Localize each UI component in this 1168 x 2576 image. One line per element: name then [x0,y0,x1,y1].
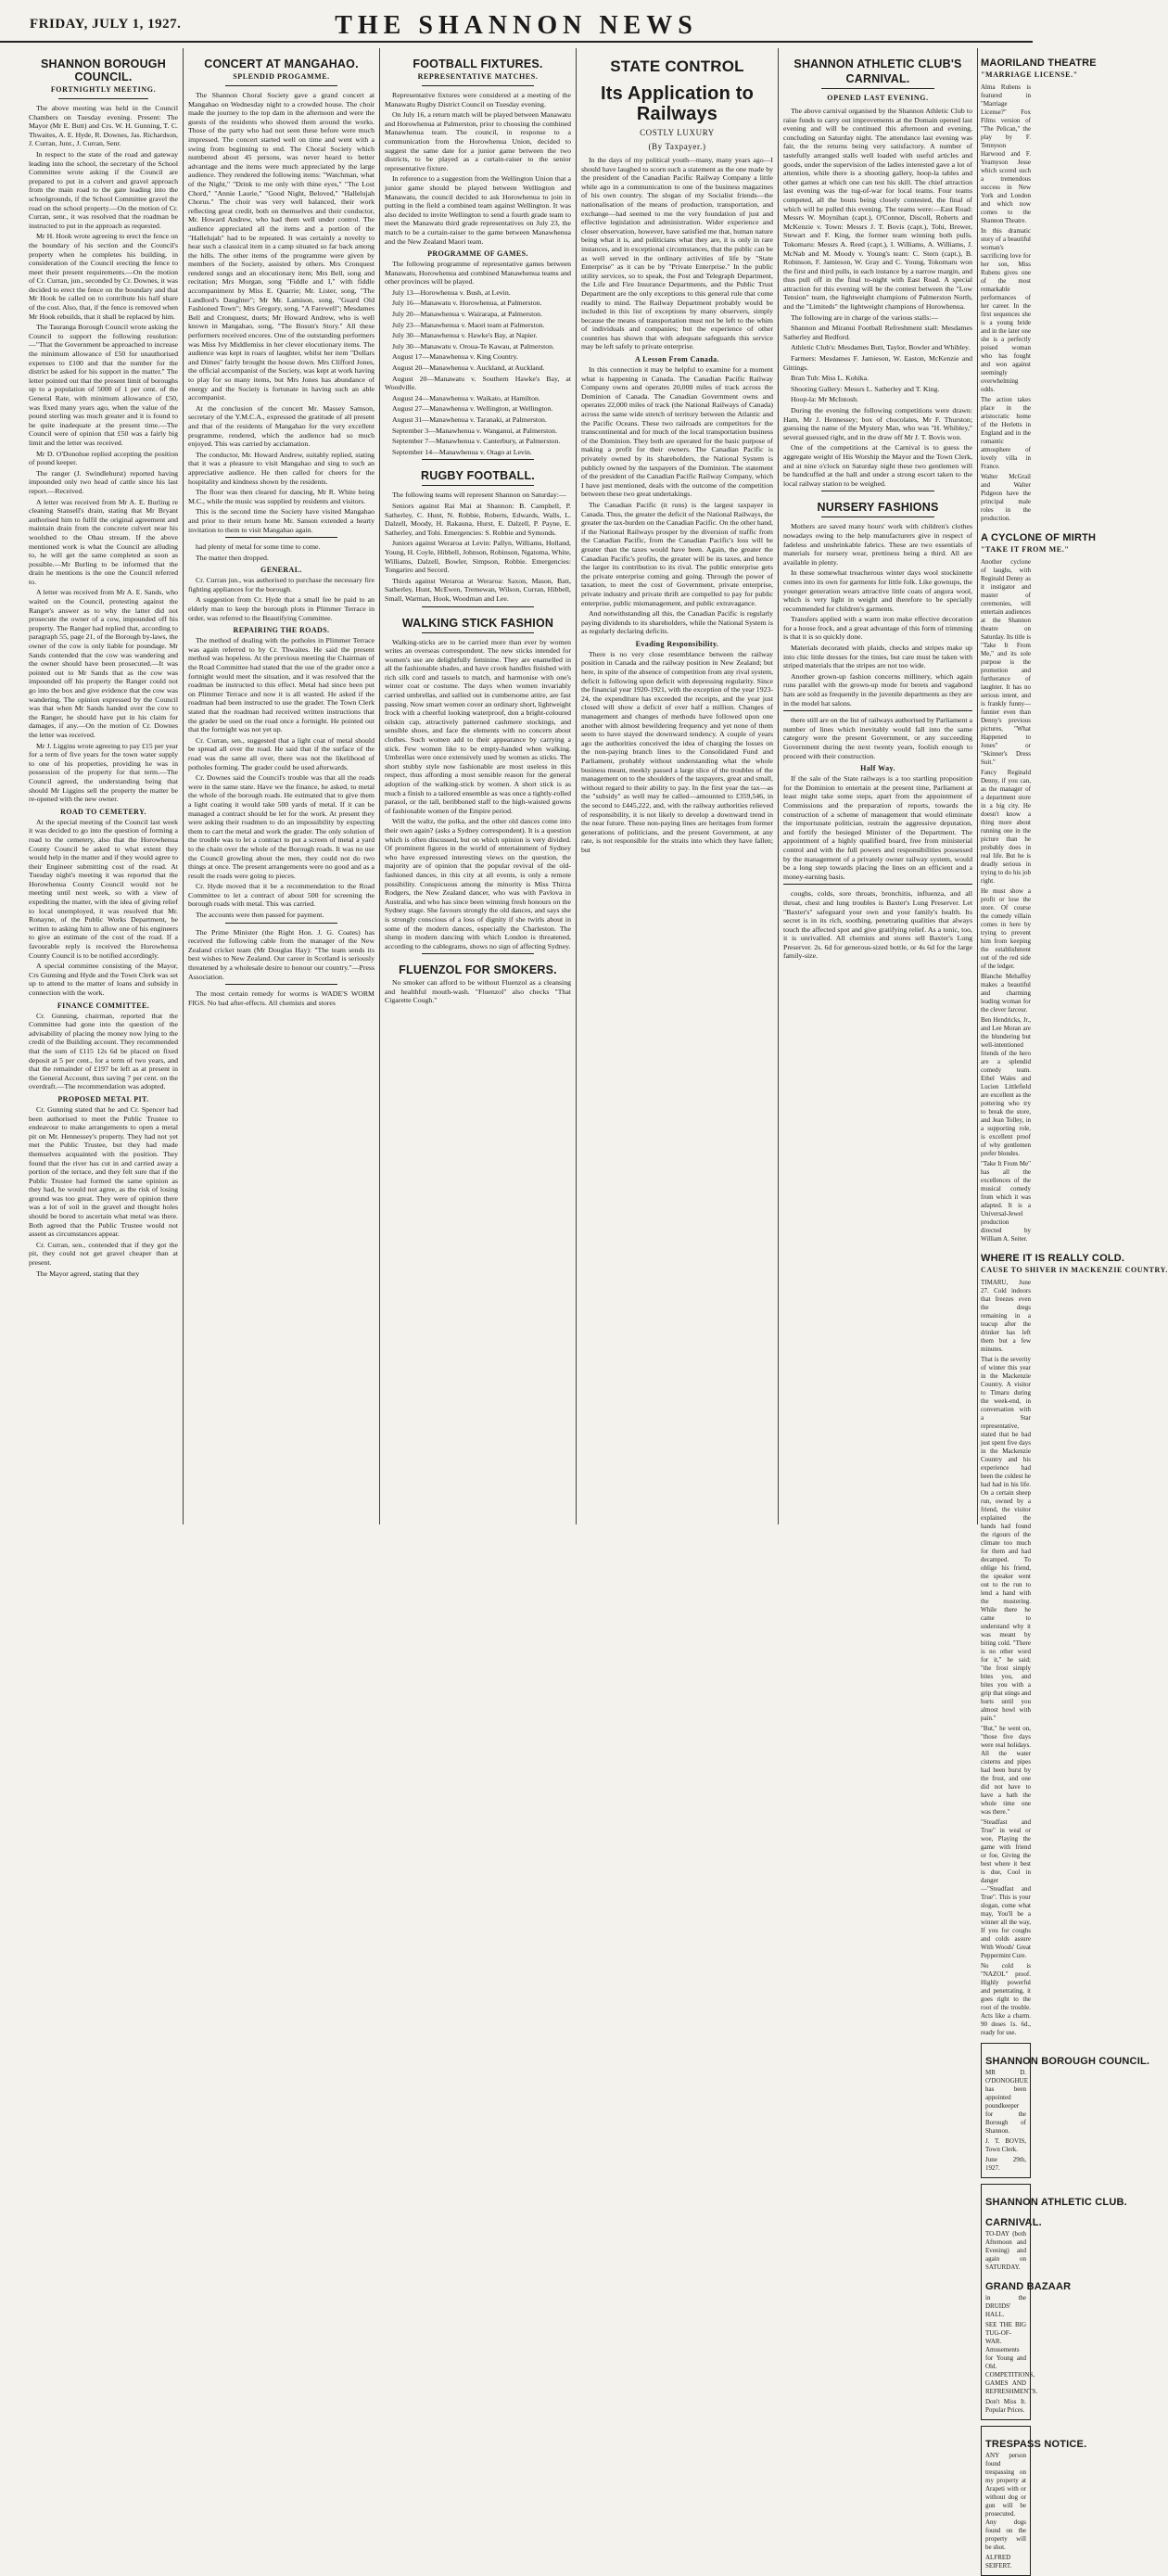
paragraph: Fancy Reginald Denny, if you can, as the manager of a department store in a big city. He doesn't know a thing more about running one in the picture than he probably does in real life. But he is deadly serious in trying to do his job right. [981,769,1031,885]
divider [58,98,148,99]
divider [422,485,534,486]
divider [422,85,534,86]
paragraph: Transfers applied with a warm iron make effective decoration for a house frock, and a great advantage of this form of trimming is that it is so quickly done. [783,615,972,642]
paragraph: No cold is "NAZOL" proof. Highly powerful and penetrating, it goes right to the root of the trouble. Acts like a charm. 90 doses 1s. 6d., ready for use. [981,1962,1031,2036]
article-heading: CONCERT AT MANGAHAO. [204,57,359,70]
notice-text: MR D. O'DONOGHUE has been appointed poundkeeper for the Borough of Shannon. [985,2069,1028,2135]
notice-trespass [981,2426,1087,2576]
notice-signature: ALFRED SEIFERT. [985,2554,1012,2570]
paragraph: The matter then dropped. [196,553,269,562]
paragraph: And notwithstanding all this, the Canadian Pacific is regularly paying dividends to its shareholders, while the National System is as regularly declaring deficits. [581,609,773,636]
paragraph: coughs, colds, sore throats, bronchitis, influenza, and all throat, chest and lung troubles is Baxter's Lung Preserver. Let "Baxter's" safeguard your own and your family's health. Its secret is in its rich, soothing, penetrating qualities that always touch the affected spot and give gratifying relief. As a tonic, too, it is unrivalled. All chemists and stores sell Baxter's Lung Preserver. 2s. 6d for generous-sized bottle, or 4s 6d for the large family-size. [783,889,972,961]
paragraph: Walking-sticks are to be carried more than ever by women writes an overseas correspondent. The new sticks intended for women's use are delightfully feminine. They are enamelled in all the fashionable shades, and have crook handles finished with rich silk cord and tassels to match, and harmonise with one's winter coat or costume. The days when women invariably carried umbrellas, and sallied out in cumbersome attire, are fast passing. Now smart women cover an ordinary short, lightweight frock with a cheerful looking waterproof, don a bright-coloured oilskin cap, attractively patterned cashmere stockings, and sensible shoes, and face the elements with no concern about clothes. Such women add to their appearance by carrying a stick. Few women like to be empty-handed when walking. Umbrellas were once extensively used by women as sticks. The short stubby style now fashionable are most useless in this respect, thus affording a most sensible reason for the general adoption of the walking-stick by women. A short stick is as much a finish to a tailored ensemble as was once a tightly-rolled parasol, or the tall, beribboned staff to the high-waisted gowns of fashionable women of the Empire period. [385,637,571,815]
issue-date: FRIDAY, JULY 1, 1927. [30,17,182,32]
paragraph: July 30—Manawatu v. Oroua-Te Kawau, at Palmerston. [392,341,554,351]
paragraph: A letter was received from Mr A. E. Sands, who waited on the Council, protesting against the Ranger's answer as to why the latter did not prosecute the owner of a cow, impounded off his property. The Ranger had replied that, according to paragraph 55, page 21, of the Borough by-laws, the owner of the cow is only liable for poundage. Mr Sands contended that the cow was wandering and the owner should have been prosecuted.—It was pointed out to Mr Sands that as the cow was impounded off his property the Ranger could not go into the box and give evidence that the cow was wandering. The opinion expressed by the Council was that when Mr Sands handed over the cow to the Ranger, he should have put in his claim for damages, if any.—On the motion of Cr. Downes the letter was received. [29,588,178,739]
article-heading: NURSERY FASHIONS [817,501,939,515]
section-heading: Half Way. [860,764,895,773]
paragraph: Walter McGrail and Walter Pidgeon have the principal male roles in the production. [981,473,1031,522]
paragraph: August 31—Manawhenua v. Taranaki, at Palmerston. [392,415,547,424]
article-subheading: OPENED LAST EVENING. [827,94,929,102]
column-3 [380,48,577,1524]
paragraph: September 3—Manawhenua v. Wanganui, at Palmerston. [392,426,558,435]
notice-text: ANY person found trespassing on my property at Arapeti with or without dog or gun will be prosecuted. Any dogs found on the property will be shot. [985,2452,1026,2551]
paragraph: July 20—Manawhenua v. Wairarapa, at Palmerston. [392,310,542,319]
paragraph: Cr. Gunning, chairman, reported that the Committee had gone into the question of the advisability of placing the money now lying to the credit of the Building account. They recommended that the sum of £115 12s 6d be placed on fixed deposit at 5 per cent., for a term of two years, and that the remainder of £197 be left as at present in the General Account, thus saving 7 per cent. on the overdraft.—The recommendation was adopted. [29,1011,178,1091]
paragraph: The following are in charge of the various stalls:— [791,312,939,322]
article-body [385,260,571,456]
article-body [29,104,178,804]
article-body [581,650,773,855]
paragraph: The Shannon Choral Society gave a grand concert at Mangahao on Wednesday night to a crowded house. The choir made the journey to the top dam in the afternoon and were the guests of the residents who showed them around the works. Those of the party who had not seen these before were much impressed. The concert started well on time and went with a swing from beginning to end. The Choral Society which numbered about 45 persons, was never heard to better advantage and the items were much appreciated by the large audience. They rendered the following items: "Watchman, what of the Night," "Drink to me only with thine eyes," "The Lost Chord," "Annie Laurie," "Good Night, Beloved," "Hallelujah Chorus." The choir was very well balanced, their work reflecting great credit, both on themselves and their conductor, Mr. Howard Andrew, who had them well under control. The audience appreciated all the items and a portion of the "Hallelujah" had to be repeated. It was certainly a novelty to hear such a classical item in a camp situated so far back among the hills. The other items of the programme were given by members of the Society, assisted by others. Mrs Cronquest rendered songs and an elocutionary item; Mrs Bell, song and recitation; Mrs Morgan, song "Fiddle and I," with fiddle accompaniment by Miss E. Quarrie; Mr. Lister, song, "The Landlord's Daughter"; Mr Mr. Lamison, song, "Guard Old Fashioned Town"; Mrs Gregory, song, "A Farewell"; Mesdames Bell and Cronquest, duets; Mr Howard Andrew, who is well known in Mangahao, song, "The Bosun's Story." All these performers received encores. One of the outstanding performers was Miss Ivy Middlemiss in her clever elocutionary items. The audience was kept in roars of laughter, whilst her item "Dollars and Dimes" fairly brought the house down. Mrs Clifford Jones, the official accompanist of the Society, was kept at work having to play for so many items, but Mrs Jones has abundance of energy and the Society is fortunate in having such an able accompanist. [188,91,375,402]
notice-heading: SHANNON BOROUGH COUNCIL. [985,2056,1150,2067]
article-heading: RUGBY FOOTBALL. [421,469,535,483]
notice-details: SEE THE BIG TUG-OF-WAR. Amusements for Young and Old. COMPETITIONS, GAMES AND REFRESHMENTS. [985,2321,1038,2395]
article-body [385,91,571,246]
article-heading: SHANNON BOROUGH COUNCIL. [41,57,166,83]
divider [422,953,534,954]
paragraph: Bran Tub: Miss L. Kohika. [791,374,870,383]
divider [225,923,337,924]
article-body [385,638,571,951]
paragraph: July 13—Horowhenua v. Bush, at Levin. [392,287,511,297]
paragraph: "But," he went on, "those five days were real holidays. All the water cisterns and pipes had been burst by the frost, and one did not have to have a bath the whole time one was there." [981,1725,1031,1816]
paragraph: In this connection it may be helpful to examine for a moment what is happening in Canada. The Canadian Pacific Railway Company owns and operates 20,000 miles of track across the Dominion of Canada. The Canadian Government owns and operates 22,000 miles of track (the National Railways of Canada) across the same wide stretch of territory between the Atlantic and the Pacific Oceans. These two railroads are competitors for the transcontinental and for much of the local transportation business of the Dominion. They both are operated for the basic purpose of making a profit for their owners. The Canadian Pacific is privately owned by its shareholders, the National System is publicly owned by the taxpayers of the Dominion. The statement of the president of the Canadian Pacific Railway Company, which I have just mentioned, deals with the outcome of the competition between these two great undertakings. [581,365,773,499]
paragraph: The conductor, Mr. Howard Andrew, suitably replied, stating that it was a pleasure to visit Mangahao and sing to such an appreciative audience. He then called for cheers for the hospitality and kindness shown by the residents. [188,450,375,486]
notice-heading: SHANNON ATHLETIC CLUB. [985,2197,1127,2208]
paragraph: Cr. Curran, sen., contended that if they got the pit, they could not get gravel cheaper than at present. [29,1240,178,1268]
paragraph: August 20—Manawatu v. Southern Hawke's Bay, at Woodville. [385,374,571,392]
paragraph: There is no very close resemblance between the railway position in Canada and the railway position in New Zealand; but here, in spite of the absence of competition from any rival system, deficit is following upon deficit with depressing regularity. Since the financial year 1920-1921, with the exception of the year 1923-24, the expenditure has exceeded the receipts, and the year just closed will show a deficit of over half a million. Changes of management and changes of methods have followed upon one another with almost bewildering frequency and yet none of them seem to have stayed the downward tendency. A couple of years ago the authorities conceived the idea of charging the losses on the non-paying branch lines to the Consolidated Fund and Parliament, probably without understanding what the whole business meant, meekly passed a large slice of the troubles of the management on to the shoulders of the taxpayers, great and small, without regard to their ability to pay. In the first year the tax—as the "subsidy" as well may be called—amounted to £359,546, in the second to £445,222, and, with the railway authorities relieved of responsibility, it is not likely to develop a downward trend in the near future. These non-paying lines are heritages from former generations of politicians, and the present Government, at any rate, is not responsible for the straits into which they have fallen; but [581,649,773,854]
paragraph: TIMARU, June 27. Cold indoors that freezes even the dregs remaining in a teacup after the drinker has left them but a few minutes. [981,1279,1031,1353]
paragraph: The action takes place in the aristocratic home of the Herletts in England and in the romantic atmosphere of lovely villa in France. [981,396,1031,470]
paragraph: Thirds against Weraroa at Weraroa: Saxon, Mason, Batt, Satherley, Hunt, McEwen, Tremewan, Wilson, Curran, Hibbell, Small, Warman, Hook, Woodman and Lee. [385,576,571,603]
divider [783,884,972,885]
paragraph: The following teams will represent Shannon on Saturday:— [392,491,566,500]
article-body [29,818,178,998]
divider [821,88,934,89]
paragraph: In these somewhat treacherous winter days wool stockinette comes into its own for garments for little folk. Like gownups, the younger generation wears attractive little coats of angora wool, which is very light in weight and therefore to be specially recommended for children's garments. [783,568,972,613]
article-subheading: REPRESENTATIVE MATCHES. [417,72,539,81]
article-heading: MAORILAND THEATRE [981,57,1097,69]
article-body [29,1012,178,1091]
article-body [188,91,375,534]
paragraph: Seniors against Rai Mai at Shannon: B. Campbell, P. Satherley, C. Hunt, N. Robbie, Roberts, Edwards, Walls, L. Dalzell, Moody, H. Rakauna, Hurst, E. Dalzell, P. Payne, E. Satherley, and Tohi. Emergencies: S. Robbie and Symonds. [385,501,571,537]
article-body [783,107,972,488]
paragraph: He must show a profit or lose the store. Of course the comedy villain comes in here by trying to prevent him from keeping the establishment out of the red side of the ledger. [981,887,1031,970]
column-5 [779,48,978,1524]
article-byline: (By Taxpayer.) [648,142,706,151]
paragraph: there still are on the list of railways authorised by Parliament a number of lines which inevitably would fall into the same category were the present Government, or any succeeding Government during the next twenty years, foolish enough to proceed with their construction. [783,716,972,760]
article-body [29,1105,178,1278]
paragraph: In the days of my political youth—many, many years ago—I should have laughed to scorn such a statement as the one made by the president of the Canadian Pacific Railway Company a little while ago in a communication to one of the business magazines of his own country. The slogan of my Socialist friends—the nationalisation of the means of production, transportation, and exchange—had seemed to me the very foundation of just and effective legislation and administration. Wider experience and closer observation, however, have satisfied me that, human nature being what it is, and politicians what they are, it is only in rare instances, and in exceptional circumstances, that the public can be as well served in the ordinary activities of life by "State Enterprise" as it can be by "Private Enterprise." In the public utility services, so to speak, the Post and Telegraph Department, the Life and Fire Insurance Departments, and the Public Trust Department are the only exceptions to this general rule that come readily to mind. The Railway Department probably would be included in this list of exceptions by many observers, simply because the means of transportation must not be left to the whim of individuals and companies; but the experience of other countries has shown that with adequate safeguards this service may be left safely to private enterprise. [581,156,773,351]
article-subheading: "MARRIAGE LICENSE." [981,70,1078,79]
paragraph: had plenty of metal for some time to come. [196,542,321,552]
notice-date: June 29th, 1927. [985,2156,1026,2172]
paragraph: One of the competitions at the Carnival is to guess the aggregate weight of His Worship the Mayor and the Town Clerk, and at nine o'clock on Saturday night these two gentlemen will be handcuffed at the hall and under a strong escort taken to the local railway station to be weighed. [783,443,972,488]
paragraph: The most certain remedy for worms is WADE'S WORM FIGS. No bad after-effects. All chemists and stores [188,989,375,1007]
section-heading: GENERAL. [260,566,302,575]
paragraph: At the conclusion of the concert Mr. Massey Samson, secretary of the Y.M.C.A., expressed the gratitude of all present and that of the residents of Mangahao for the very excellent programme, rendered, which the audience had so much enjoyed. This was carried by acclamation. [188,403,375,449]
paragraph: In reference to a suggestion from the Wellington Union that a junior game should be played between Wellington and Manawatu, the council decided to ask Horowhenua to join in putting in the field a combined team against Wellington. It was also decided to invite Wellington to send a fourth grade team to meet the Manawatu third grade representatives on July 23, the match to be a curtain-raiser to the game between Manawhenua and the New Zealand Maori team. [385,174,571,246]
notice-signature: J. T. BOVIS, Town Clerk. [985,2137,1026,2153]
article-subheading: COSTLY LUXURY [640,128,715,137]
paragraph: July 30—Manawhenua v. Hawke's Bay, at Napier. [392,331,538,340]
paragraph: August 20—Manawhenua v. Auckland, at Auckland. [392,363,545,373]
paragraph: A suggestion from Cr. Hyde that a small fee be paid to an elderly man to keep the borough plots in Plimmer Terrace in order, was referred to the Beautifying Committee. [188,595,375,622]
paragraph: The above carnival organised by the Shannon Athletic Club to raise funds to carry out improvements at the Domain opened last evening and will be continued this afternoon and evening, concluding on Saturday night. The attendance last evening was fair, the the returns being very satisfactory. A number of tastefully arranged stalls well loaded with useful articles and goods, under the supervision of the ladies interested gave a lot of attention, while there is a shooting gallery, hoop-la tables and other games at which one can test his skill. The chief attraction last evening was the tug-of-war for local teams. Four teams competed, all the bouts being closely contested, the final of which will be pulled this evening. The teams were:—East Road: Messrs W. Moynihan (capt.), O'Connor, Discoll, Roberts and McKenzie v. Town: Messrs J. T. Bovis (capt.), Tohi, Brewer, Stewart and F. King, the former team winning both pulls. Tokomaru: Messrs A. Reed (capt.), I. Williams, A. Williams, J. McNab and M. Moody v. Young's team: C. Stern (capt.), B. Robinson, F. Jamieson, W. Gray and C. Young, Tokomaru won the first and third pulls, in each instance by a narrow margin, and thus pull off in the final to-night with East Road. A special attraction for this evening will be the contest between the "Low Tension" team, the lightweight champions of Palmerston North, and the "Limiteds" the lightweight champions of Horowhenua. [783,107,972,312]
notice-venue: in the DRUIDS' HALL. [985,2294,1026,2318]
paragraph: Mr J. Liggins wrote agreeing to pay £15 per year for a term of five years for the town water supply to one of his properties, providing he was in possession of the property for that term.—The Council agreed, the understanding being that should Mr Liggins sell the property the matter be re-opened with the new owner. [29,741,178,804]
paragraph: Cr. Downes said the Council's trouble was that all the roads were in the same state. Have we the finance, he asked, to metal the whole of the borough roads. He estimated that to give them a light coating it would take 500 yards of metal. If it can be managed a contract should be let for the work. At present they were asking their roadmen to do an impossibility by expecting them to cart the metal and work the grader. The only solution of the trouble was to let a contract to put a screen of metal a yard to the chain over the whole of the Borough roads. It was no use the Council growling about the men, they could not do two things at once. The present arrangements were no good and as a result the roads were going to pieces. [188,773,375,880]
paragraph: Ben Hendricks, Jr., and Lee Moran are the blundering but well-intentioned friends of the hero are a splendid comedy team. Ethel Wales and Lucien Littlefield are excellent as the pottering who try to break the store, and Jean Tolley, in a supporting role, is excellent proof of why gentlemen prefer blondes. [981,1016,1031,1157]
paragraph: This is the second time the Society have visited Mangahao and prior to their return home Mr. Sanson extended a hearty invitation to them to visit Mangahao again. [188,507,375,534]
masthead [0,0,1033,43]
paragraph: The ranger (J. Swindlehurst) reported having impounded only two head of cattle since his last report.—Received. [29,468,178,495]
paragraph: Mr H. Hook wrote agreeing to erect the fence on the boundary of his section and the Council's property when he completes his building, in consideration of the Council erecting the fence to meet their present requirements.—On the motion of Cr. Curran, jun., seconded by Cr. Downes, it was decided to erect the fence on the boundary and that Mr Hook be called on to contribute his half share of the cost. Also, that, if the fence is removed when Mr Hook rebuilds, that it shall be replaced by him. [29,232,178,321]
column-2 [184,48,380,1524]
article-body [188,542,375,562]
notice-footer: Don't Miss It. Popular Prices. [985,2398,1026,2414]
paragraph: Cr. Curran, sen., suggested that a light coat of metal should be spread all over the road. He said that if the surface of the road was the same all over, there was not the likelihood of potholes forming. The grader could be used afterwards. [188,735,375,772]
divider [225,984,337,985]
article-heading: WHERE IT IS REALLY COLD. [981,1253,1125,1264]
paragraph: Another cyclone of laughs, with Reginald Denny as it instigator and master of ceremonies, will entertain audiences at the Shannon theatre on Saturday. Its title is "Take It From Me," and its sole purpose is the promotion and furtherance of laughter. It has no serious intent, and is frankly funny—funnier even than Denny's previous pictures, "What Happened to Jones" or "Skinner's Dress Suit." [981,558,1031,766]
section-heading: PROPOSED METAL PIT. [57,1094,149,1103]
paragraph: The Tauranga Borough Council wrote asking the Council to support the following resolution:—"That the Government be approached to increase the minimum allowance of £50 for unauthorised expenses to £100 and that the number for the district be asked for his support in the matter." The letter pointed out that the present limit of boroughs up to a population of 5000 of 1 per cent. of the General Rate, with minimum allowance of £50, was fixed many years ago, when the value of the pound sterling was much greater and it is found to be quite inadequate at the present time.—The Council were of opinion that £50 was a fairly big limit and the letter was received. [29,323,178,447]
paragraph: Juniors against Weraroa at Levin: Pallyn, Williams, Holland, Young, H. Coyle, Hibbell, Johnson, Robinson, Ngatoma, White, Williams, Dalzell, Bowler, Simpson, Robbie. Emergencies: Tongariro and Secord. [385,539,571,575]
paragraph: Mr D. O'Donohue replied accepting the position of pound keeper. [29,449,178,467]
paragraph: The Prime Minister (the Right Hon. J. G. Coates) has received the following cable from the manager of the New Zealand cricket team (Mr Douglas Hay): "The team sends its best wishes to New Zealand. Our career in Scotland is seriously threatened by a wholesale desire to honour our country."—Press Association. [188,927,375,981]
paragraph: Cr. Gunning stated that he and Cr. Spencer had been authorised to meet the Public Trustee to endeavour to make arrangements to open a metal pit on Mr. Hennessey's property. They had not yet met the Public Trustee, but they had made themselves acquainted with the position. They found that the river has cut in and carried away a portion of the terrace, and they felt sure that if the Public Trustee had formed the same opinion as they had, he would not agree, as the risk of losing ground was too great. They were of opinion there was a lot of soil in the gravel and thought holes should be bored to ascertain what metal was there. Both agreed that the Public Trustee would not assent as circumstances appear. [29,1104,178,1239]
paragraph: The Canadian Pacific (it runs) is the largest taxpayer in Canada. Thus, the greater the deficit of the National Railways, the greater the tax-burden on the Canadian Pacific. On the other hand, if the National Railways prosper by the diversion of traffic from the Canadian Pacific, from the Canadian Pacific's loss will be greater than the taxes would have been. Again, the greater the Canadian Pacific's profits, the greater will be its taxes, and hence the larger its contribution to its rival. The public enterprise gets the private enterprise coming and going. Through the power of taxation, to meet the cost of Government, private enterprise, private industry and private thrift are compelled to pay for public enterprise, public mismanagement, and public extravagance. [581,500,773,607]
article-body [188,576,375,622]
notice-title: GRAND BAZAAR [985,2281,1072,2292]
paragraph: August 27—Manawhenua v. Wellington, at Wellington. [392,404,553,414]
paragraph: No smoker can afford to be without Fluenzol as a cleansing and healthful mouth-wash. "Fluenzol" also checks "That Cigarette Cough." [385,978,571,1005]
paragraph: Will the waltz, the polka, and the other old dances come into their own again? (asks a Sydney correspondent). It is a question which is often discussed, but on which opinion is very divided. Of prominent figures in the world of entertainment of Sydney who have expressed interesting views on the question, the majority are of opinion that the popular revival of the old-fashioned dances, in this city at all events, is only a remote possibility. Conspicuous among the minority is Miss Thirza Rodgers, the New Zealand dancer, who was with Pavlova in Australia, and who has since been winning fresh honours on the Sydney stage. She favours strongly the old dances, and says she is strongly conscious of a loss of dignity if she twirls about in some of the modern dances, especially the Charleston. The slump in modern dancing with which London is threatened, according to the cablegrams, shows no sign of affecting Sydney. [385,817,571,950]
paragraph: A letter was received from Mr A. E. Burling re cleaning Stansell's drain, stating that Mr Bryant authorised him to fulfil the original agreement and maintain drain from the concrete culvert near his woolshed to the Ohau stream. If the above mentioned work is what the Council are alluding to, he will get the same completed as soon as possible.—Mr Burling to be informed that the drain he mentions is the one the Council referred to. [29,497,178,586]
article-heading: A CYCLONE OF MIRTH [981,532,1097,543]
paragraph: Cr. Hyde moved that it be a recommendation to the Road Committee to let a contract of about 500 for screening the borough roads with metal. This was carried. [188,882,375,909]
paragraph: If the sale of the State railways is a too startling proposition for the Dominion to entertain at the present time, Parliament at least might take some steps, apart from the appointment of Commissions and the preparation of reports, towards the construction of a scheme of management that would eliminate the importunate politician, restrain the aggressive deputation, and fortify the besieged Minister of the Department. The appointment of a highly qualified board, free from ministerial control and with the full powers and responsibilities possessed by the management of a privately owner railway system, would be a long step towards placing the lines on an efficient and a money-earning basis. [783,774,972,881]
paragraph: Materials decorated with plaids, checks and stripes make up into chic little dresses for the tinies, but care must be taken with striped materials that the stripes are not too wide. [783,644,972,670]
paragraph: Cr. Curran jun., was authorised to purchase the necessary fire fighting appliances for the borough. [188,576,375,593]
divider [821,516,934,517]
divider [422,632,534,633]
section-heading: A Lesson From Canada. [635,355,719,364]
paragraph: The floor was then cleared for dancing, Mr R. White being M.C., while the music was supplied by residents and visitors. [188,488,375,505]
notice-text: TO-DAY (both Afternoon and Evening) and again on SATURDAY. [985,2230,1026,2271]
section-heading: FINANCE COMMITTEE. [57,1001,150,1010]
paragraph: The Mayor agreed, stating that they [36,1269,140,1278]
article-body [783,522,972,708]
divider [225,85,337,86]
paragraph: In respect to the state of the road and gateway leading into the school, the secretary of the School Committee wrote asking if the Council are prepared to put in a culvert and gravel approach from the main road to the gate leading into the schoolgrounds, if the School Committee gravel the road on the school property.—On the motion of Cr. Curran, senr., it was resolved that the roadman be instructed to put in the approach as requested. [29,149,178,230]
paragraph: A special committee consisting of the Mayor, Crs Gunning and Hyde and the Town Clerk was set up to attend to the matter of loans and subsidy in connection with the work. [29,962,178,997]
article-body [783,774,972,881]
article-body [581,156,773,351]
paragraph: Mothers are saved many hours' work with children's clothes nowadays owing to the help manufacturers give in respect of fadeless and unshrinkable fabrics. These are two essentials of materials for nursery wear, prettiness being a third. All are available in plenty. [783,522,972,567]
section-heading: ROAD TO CEMETERY. [60,807,146,816]
column-1 [24,48,184,1524]
column-4 [577,48,779,1524]
paragraph: The above meeting was held in the Council Chambers on Tuesday evening. Present: The Mayor (Mr E. Butt) and Crs. W. H. Gunning, T. C. Thwaites, A. E. Hyde, R. Downes, Jas. Richardson, J. Curran, Junr., J. Curran, Senr. [29,104,178,148]
paragraph: Representative fixtures were considered at a meeting of the Manawatu Rugby District Council on Tuesday evening. [385,91,571,108]
section-heading: Evading Responsibility. [635,639,719,648]
section-heading: REPAIRING THE ROADS. [233,626,330,635]
paragraph: Alma Rubens is featured in "Marriage License?" Fox Films version of "The Pelican," the play by F. Tennyson Harwood and F. Yeamyson Jesse which scored such a tremendous success in New York and London and which now comes to the Shannon Theatre. [981,83,1031,224]
paragraph: "Steadfast and True" in weal or woe, Playing the game with friend or foe, Giving the best where it best is due, Cool in danger—"Steadfast and True". This is your slogan, come what may, You'll be a winner all the way, If you for coughs and colds assure With Woods' Great Peppermint Cure. [981,1818,1031,1959]
article-body [783,889,972,961]
paragraph: The method of dealing with the potholes in Plimmer Terrace was again referred to by Cr. Thwaites. He said the present method was hopeless. At the previous meeting the Chairman of the Road Committee had stated that the use of the grader once a fortnight would meet the situation, and it was resolved that the roadman be instructed to this effect. Metal had since been put on Plimmer Terrace and now it is all wasted. He asked if the roadman had been instructed to use the grader. The Town Clerk stated that the roadman had received written instructions that the grader be used on the road once a fortnight. He pointed out that the fortnight was not yet up. [188,636,375,734]
article-body [385,491,571,603]
paragraph: During the evening the following competitions were drawn: Ham, Mr J. Hennessey; box of chocolates, Mr F. Thurston; guessing the name of the Mystery Man, who was "H. Whibley," several guessed right, and in the draw off Mr J. T. Bovis won. [783,406,972,441]
paragraph: Farmers: Mesdames F. Jamieson, W. Easton, McKenzie and Gittings. [783,354,972,372]
paragraph: September 14—Manawhenua v. Otago at Levin. [392,447,532,456]
newspaper-title: THE SHANNON NEWS [335,11,698,40]
article-subheading: CAUSE TO SHIVER IN MACKENZIE COUNTRY. [981,1266,1168,1274]
article-heading: STATE CONTROL [610,57,744,75]
column-6 [978,48,1168,2570]
article-body [385,978,571,1005]
article-subheading: SPLENDID PROGAMME. [233,72,330,81]
paragraph: At the special meeting of the Council last week it was decided to go into the question of forming a road to the cemetery, also that the Horowhenua County Council be asked to what extent they would help in the matter and if they would agree to their Engineer submitting cost of the road. At Tuesday night's meeting it was reported that the Horowhenua County Council would not be meeting until next week, so with a view of expediting the matter, with the idea of giving relief to local unemployed, it was resolved that Mr. Ronayne, of the Public Works Department, be written to asking him to allow one of his engineers to give an estimate of the cost of the road. If a favourable reply is received the Horowhenua County Council is to be notified accordingly. [29,817,178,960]
paragraph: "Take It From Me" has all the excellences of the musical comedy from which it was adapted. It is a Universal-Jewel production directed by William A. Seiter. [981,1160,1031,1243]
divider [422,606,534,607]
paragraph: July 23—Manawhenua v. Maori team at Palmerston. [392,320,545,329]
article-heading: SHANNON ATHLETIC CLUB'S [793,57,962,70]
notice-heading: TRESPASS NOTICE. [985,2439,1087,2450]
paragraph: The following programme of representative games between Manawatu, Horowhenua and combined Manawhenua teams and other provinces will be played. [385,260,571,287]
paragraph: August 17—Manawhenua v. King Country. [392,352,518,362]
article-heading: FOOTBALL FIXTURES. [413,57,543,70]
paragraph: Hoop-la: Mr McIntosh. [791,395,858,404]
article-body [188,989,375,1007]
notice-carnival [981,2184,1127,2420]
paragraph: The accounts were then passed for payment. [196,911,324,920]
page-columns [24,48,1168,2570]
article-subheading: "TAKE IT FROM ME." [981,545,1070,554]
article-heading-line2: CARNIVAL. [845,72,910,85]
article-body [581,365,773,636]
paragraph: Athletic Club's: Mesdames Butt, Taylor, Bowler and Whibley. [791,343,971,352]
paragraph: Blanche Mehaffey makes a beautiful and charming leading woman for the clever farceur. [981,973,1031,1014]
paragraph: On July 16, a return match will be played between Manawatu and Horowhenua at Palmerston, prior to choosing the combined Manawhenua team. The council, in response to a communication from the Horowhenua Union, decided to suggest the same date for a junior game between the two districts, to be played as a curtain-raiser to the senior representative fixture. [385,110,571,172]
article-heading: WALKING STICK FASHION [401,616,554,630]
notice-heading-line2: CARNIVAL. [985,2217,1042,2228]
paragraph: Shooting Gallery: Messrs L. Satherley and T. King. [791,384,940,393]
paragraph: Shannon and Miranui Football Refreshment stall: Mesdames Satherley and Redford. [783,324,972,341]
article-body [188,928,375,982]
paragraph: In this dramatic story of a beautiful woman's sacrificing love for her son, Miss Rubens gives one of the most remarkable performances of her career. In the first sequences she is a young bride and in the later one she is a perfectly poised woman who has fought and won against seemingly overwhelming odds. [981,227,1031,393]
divider [783,710,972,711]
paragraph: Another grown-up fashion concerns millinery, which again runs parallel with the grown-up mode for berets and vagabond hats are sold as frequently in the juvenile departments as they are in the model hat salons. [783,671,972,708]
paragraph: July 16—Manawatu v. Horowhenua, at Palmerston. [392,299,542,308]
section-heading: PROGRAMME OF GAMES. [427,249,528,259]
divider [422,459,534,460]
article-headline: Its Application to Railways [600,83,755,124]
article-body [981,558,1031,1243]
article-body [188,636,375,919]
article-body [981,83,1031,523]
article-heading: FLUENZOL FOR SMOKERS. [399,963,557,977]
advert-body [981,1818,1031,2037]
paragraph: That is the severity of winter this year in the Mackenzie Country. A visitor to Timaru during the week-end, in conversation with a Star representative, stated that he had just spent five days in the Mackenzie Country and his experience had been the coldest he had had in his life. On a certain sheep run, owned by a friend, the visitor explained the hands had found the rigours of the climate too much for them and had decamped. To oblige his friend, the speaker went out to the run to lend a hand with the mustering. While there he came to understand why it was meant by biting cold. "There is no other word for it," he said; "the frost simply bites you, and bites you with a grip that stings and hurts until you almost howl with pain." [981,1356,1031,1722]
divider [225,537,337,538]
paragraph: September 7—Manawhenua v. Canterbury, at Palmerston. [392,437,561,446]
notice-borough-council [981,2043,1150,2178]
article-subheading: FORTNIGHTLY MEETING. [50,85,157,94]
paragraph: August 24—Manawhenua v. Waikato, at Hamilton. [392,393,540,402]
article-body [981,1279,1031,1817]
article-body [783,716,972,760]
